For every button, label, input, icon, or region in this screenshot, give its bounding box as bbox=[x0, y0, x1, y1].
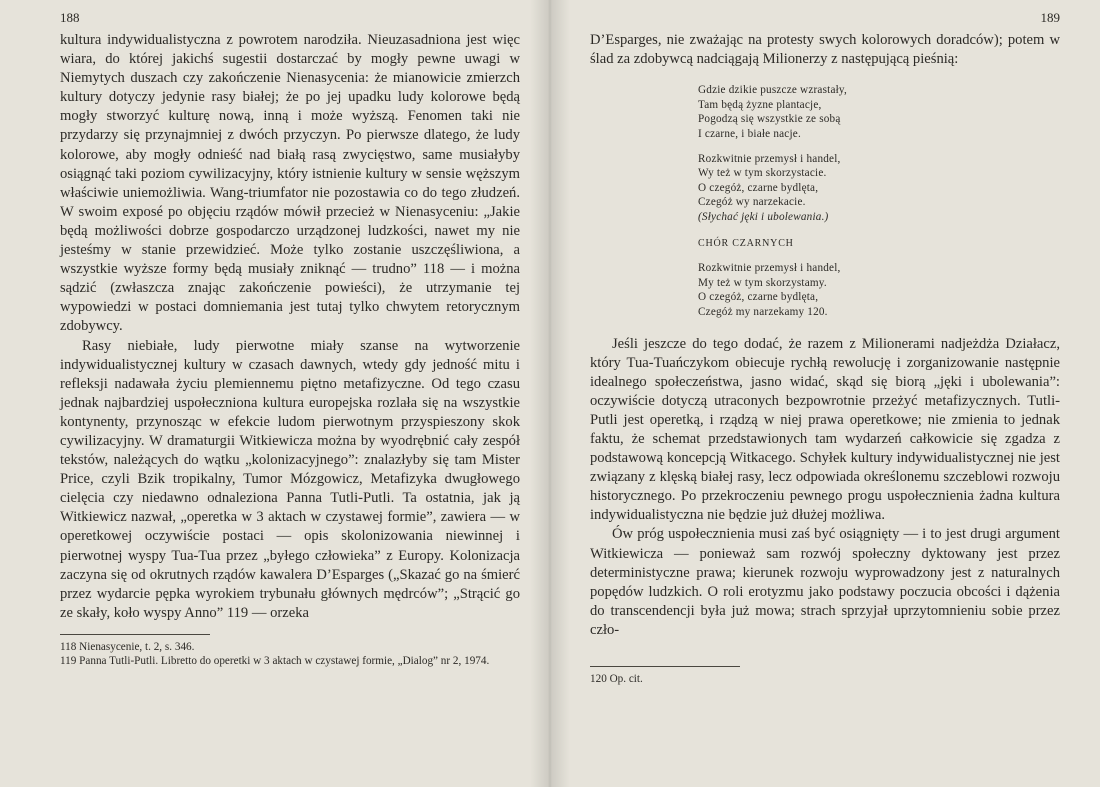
poem-line: O czegóż, czarne bydlęta, bbox=[698, 181, 819, 194]
poem-line: Wy też w tym skorzystacie. bbox=[698, 167, 827, 180]
stage-direction: (Słychać jęki i ubolewania.) bbox=[698, 210, 829, 223]
poem-line: I czarne, i białe nacje. bbox=[698, 127, 801, 140]
poem-stanza bbox=[698, 83, 1060, 141]
paragraph: Rasy niebiałe, ludy pierwotne miały szanse na wytworzenie indywidualistycznej kultury w czasach dawnych, wtedy gdy jedność mitu i refleksji nadawała życiu plemiennemu piętno metafizyczne. Od tego czasu jednak najbardziej uspołeczniona kultura europejska rozlała się na wszystkie kontynenty, przynosząc w efekcie ludom pierwotnym przyspieszony skok cywilizacyjny. W dramaturgii Witkiewicza można by wyodrębnić cały zespół tekstów, należących do wątku „kolonizacyjnego”: znalazłyby się tam Mister Price, czyli Bzik tropikalny, Tumor Mózgowicz, Metafizyka dwugłowego cielęcia czy niedawno odnaleziona Panna Tutli-Putli. Ta ostatnia, jak ją Witkiewicz nazwał, „operetka w 3 aktach w czystawej formie”, zawiera — w operetkowej oczywiście postaci — opis skolonizowania niewinnej i pierwotnej wyspy Tua-Tua przez „byłego człowieka” z Europy. Kolonizacja zaczyna się od okrutnych rządów kawalera D’Esparges („Skazać go na śmierć przez wydarcie pępka wyrokiem trybunału głównych mędrców”; „Strącić go ze skały, koło wyspy Anno” 119 — orzeka bbox=[60, 337, 520, 621]
poem-line: Rozkwitnie przemysł i handel, bbox=[698, 262, 841, 275]
page-body bbox=[60, 31, 520, 623]
footnote: 120 Op. cit. bbox=[590, 673, 643, 685]
footnotes bbox=[590, 672, 1060, 687]
poem-stanza bbox=[698, 152, 1060, 225]
poem-line: Czegóż my narzekamy 120. bbox=[698, 305, 828, 318]
poem-line: Gdzie dzikie puszcze wzrastały, bbox=[698, 84, 847, 97]
page-number: 189 bbox=[1040, 10, 1060, 25]
poem bbox=[698, 83, 1060, 319]
right-page bbox=[550, 0, 1100, 787]
poem-line: Pogodzą się wszystkie ze sobą bbox=[698, 113, 841, 126]
paragraph: Jeśli jeszcze do tego dodać, że razem z Milionerami nadjeżdża Działacz, który Tua-Tuańczykom obiecuje rychłą rewolucję i zorganizowanie następnie idealnego społeczeństwa, jasno widać, skąd się biorą „jęki i ubolewania”: oczywiście dotyczą utraconych bezpowrotnie przeżyć metafizycznych. Tutli-Putli jest operetką, i rządzą w niej prawa operetkowe; nie zmienia to jednak faktu, że schemat przedstawionych tam wydarzeń całkowicie się zgadza z podstawową koncepcją Witkacego. Schyłek kultury indywidualistycznej nie jest związany z klęską białej rasy, lecz odpowiada określonemu szczeblowi rozwoju historycznego. Po przekroczeniu pewnego progu uspołecznienia żadna kultura indywidualistyczna nie będzie już dłużej możliwa. bbox=[590, 335, 1060, 524]
paragraph: kultura indywidualistyczna z powrotem narodziła. Nieuzasadniona jest więc wiara, do której jakichś sugestii dostarczać by mogły pewne uwagi w Niemytych duszach czy zakończenie Nienasycenia: że mianowicie zmierzch kultury dotyczy jedynie rasy białej; że po jej upadku ludy kolorowe będą mogły stworzyć kulturę nową, inną i może wyższą. Fenomen taki nie przydarzy się przynajmniej z dwóch przyczyn. Po pierwsze dlatego, że ludy kolorowe, aby mogły odnieść nad białą rasą zwycięstwo, same musiałyby osiągnąć taki poziom cywilizacyjny, który istnienie kultury w sensie węższym właściwie uniemożliwia. Wang-triumfator nie pozostawia co do tego złudzeń. W swoim exposé po objęciu rządów mówił przecież w Nienasyceniu: „Jakie będą możliwości dobrze gospodarczo urządzonej ludzkości, nawet my nie jesteśmy w stanie przewidzieć. Może tylko zostanie uszczęśliwiona, a wszystkie wyższe formy będą musiały zniknąć — trudno” 118 — i można sądzić (zwłaszcza znając zakończenie powieści), że utrzymanie tej wypowiedzi w postaci domniemania jest tutaj tylko chwytem retorycznym zdobywcy. bbox=[60, 32, 520, 335]
footnote: 118 Nienasycenie, t. 2, s. 346. bbox=[60, 640, 195, 653]
poem-line: Czegóż wy narzekacie. bbox=[698, 196, 806, 209]
footnote-rule bbox=[590, 666, 740, 667]
poem-line: Tam będą żyzne plantacje, bbox=[698, 98, 822, 111]
poem-line: Rozkwitnie przemysł i handel, bbox=[698, 152, 841, 165]
poem-stanza bbox=[698, 261, 1060, 319]
footnotes bbox=[60, 640, 520, 669]
page-number: 188 bbox=[60, 10, 80, 25]
paragraph: D’Esparges, nie zważając na protesty swych kolorowych doradców); potem w ślad za zdobywcą nadciągają Milionerzy z następującą pieśnią: bbox=[590, 32, 1060, 68]
footnote-rule bbox=[60, 634, 210, 635]
footnote: 119 Panna Tutli-Putli. Libretto do operetki w 3 aktach w czystawej formie, „Dialog” nr 2, 1974. bbox=[60, 655, 490, 668]
page-body bbox=[590, 31, 1060, 640]
poem-line: My też w tym skorzystamy. bbox=[698, 276, 827, 289]
chorus-heading: CHÓR CZARNYCH bbox=[698, 237, 794, 249]
poem-line: O czegóż, czarne bydlęta, bbox=[698, 291, 819, 304]
paragraph: Ów próg uspołecznienia musi zaś być osiągnięty — i to jest drugi argument Witkiewicza — ponieważ sam rozwój społeczny dyktowany jest przez deterministyczne prawa; kierunek rozwoju wyprowadzony jest z naturalnych popędów ludzkich. O roli erotyzmu jako podstawy poczucia obcości i dążenia do transcendencji była już mowa; strach sprzyjał uprzytomnieniu sobie przez czło- bbox=[590, 526, 1060, 638]
